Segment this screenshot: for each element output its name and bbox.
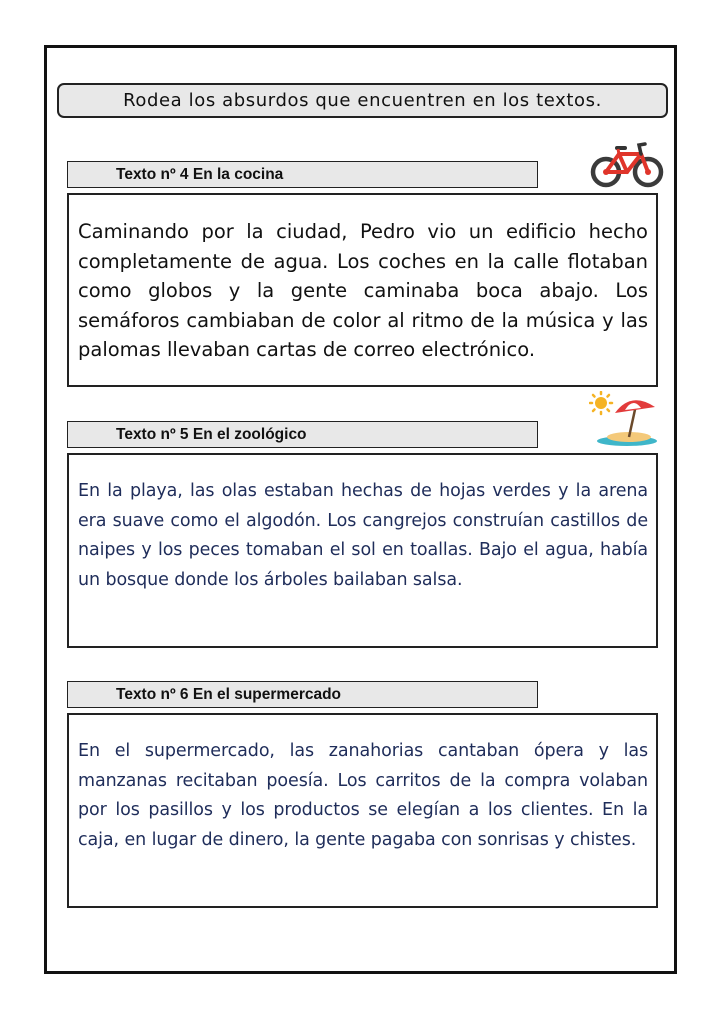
paragraph-text: Caminando por la ciudad, Pedro vio un edificio hecho completamente de agua. Los coches en la calle flotaban como globos y la gente caminaba boca abajo. Los semáforos cambiaban de color al ritmo de la música y las palomas llevaban cartas de correo electrónico. [78, 220, 648, 361]
instruction-text: Rodea los absurdos que encuentren en los textos. [123, 90, 602, 111]
section-title-bar [67, 421, 538, 448]
section-title-bar [67, 681, 538, 708]
section-title: Texto nº 4 En la cocina [116, 165, 284, 183]
text-box [67, 193, 658, 387]
section-title: Texto nº 6 En el supermercado [116, 685, 342, 703]
section-title-bar [67, 161, 538, 188]
bicycle-icon [589, 140, 665, 190]
paragraph-text: En el supermercado, las zanahorias cantaban ópera y las manzanas recitaban poesía. Los carritos de la compra volaban por los pasillos y los productos se elegían a los clientes. En la caja, en lugar de dinero, la gente pagaba con sonrisas y chistes. [78, 741, 648, 850]
paragraph-text: En la playa, las olas estaban hechas de hojas verdes y la arena era suave como el algodón. Los cangrejos construían castillos de naipes y los peces tomaban el sol en toallas. Bajo el agua, había un bosque donde los árboles bailaban salsa. [78, 481, 648, 590]
text-box [67, 453, 658, 648]
instruction-banner [57, 83, 668, 118]
beach-umbrella-icon [589, 391, 661, 447]
section-title: Texto nº 5 En el zoológico [116, 425, 307, 443]
text-box [67, 713, 658, 908]
